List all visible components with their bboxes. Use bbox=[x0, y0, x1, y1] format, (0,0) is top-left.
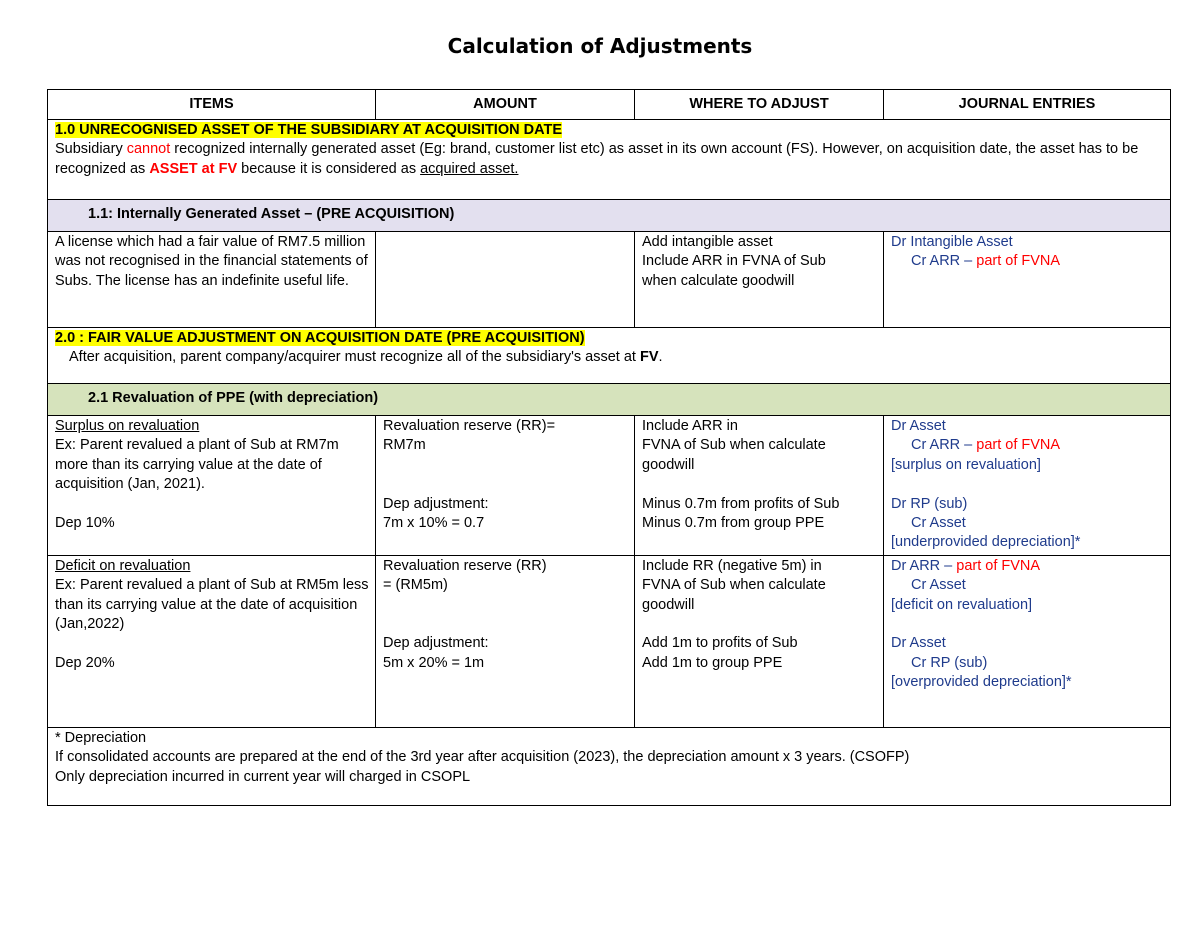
footnote-line-2: If consolidated accounts are prepared at the end of the 3rd year after acquisition (2023), the depreciation amount x 3 years. (CSOFP) bbox=[55, 749, 910, 766]
surplus-desc: Ex: Parent revalued a plant of Sub at RM7m more than its carrying value at the date of acquisition (Jan, 2021). bbox=[55, 437, 339, 493]
deficit-journal-dr-arr: Dr ARR – bbox=[891, 557, 957, 574]
deficit-amount-line-1: Revaluation reserve (RR) bbox=[383, 557, 547, 574]
surplus-where-line-2: FVNA of Sub when calculate bbox=[642, 437, 826, 454]
surplus-journal-cr-arr: Cr ARR – bbox=[911, 437, 977, 454]
license-where bbox=[635, 232, 884, 328]
surplus-dep: Dep 10% bbox=[55, 515, 115, 532]
deficit-where-line-4: Add 1m to profits of Sub bbox=[642, 635, 798, 652]
header-where-to-adjust: WHERE TO ADJUST bbox=[635, 90, 884, 120]
deficit-where-line-1: Include RR (negative 5m) in bbox=[642, 557, 822, 574]
deficit-journal-cr-asset: Cr Asset bbox=[911, 577, 966, 594]
deficit-row bbox=[48, 555, 1171, 727]
surplus-journal-dr-rp: Dr RP (sub) bbox=[891, 495, 968, 512]
surplus-journal bbox=[884, 416, 1171, 556]
surplus-item bbox=[48, 416, 376, 556]
header-items: ITEMS bbox=[48, 90, 376, 120]
section-1-text-acquired: acquired asset. bbox=[420, 160, 519, 177]
footnote-row bbox=[48, 727, 1171, 805]
subsection-2-1-heading: 2.1 Revaluation of PPE (with depreciation) bbox=[48, 384, 1171, 416]
surplus-amount-line-3: Dep adjustment: bbox=[383, 495, 489, 512]
section-1-text bbox=[55, 141, 1138, 176]
license-where-line-2: Include ARR in FVNA of Sub bbox=[642, 253, 826, 270]
deficit-where bbox=[635, 555, 884, 727]
deficit-journal-dep-label: [overprovided depreciation]* bbox=[891, 674, 1072, 691]
deficit-journal-cr-rp: Cr RP (sub) bbox=[911, 654, 988, 671]
deficit-title: Deficit on revaluation bbox=[55, 557, 191, 574]
deficit-desc: Ex: Parent revalued a plant of Sub at RM5m less than its carrying value at the date of acquisition (Jan,2022) bbox=[55, 577, 369, 633]
section-2-heading: 2.0 : FAIR VALUE ADJUSTMENT ON ACQUISITION DATE (PRE ACQUISITION) bbox=[55, 330, 585, 346]
surplus-where bbox=[635, 416, 884, 556]
deficit-amount bbox=[376, 555, 635, 727]
section-1-text-a: Subsidiary bbox=[55, 141, 127, 158]
license-where-line-1: Add intangible asset bbox=[642, 234, 773, 250]
section-2-text-b: . bbox=[658, 349, 663, 366]
section-1-text-asset-fv: ASSET at FV bbox=[149, 160, 238, 177]
surplus-amount-line-4: 7m x 10% = 0.7 bbox=[383, 515, 485, 531]
surplus-journal-dr-asset: Dr Asset bbox=[891, 418, 946, 434]
subsection-2-1-row bbox=[48, 384, 1171, 416]
section-1-row bbox=[48, 120, 1171, 200]
deficit-journal bbox=[884, 555, 1171, 727]
surplus-amount-line-2: RM7m bbox=[383, 437, 426, 454]
section-2-text bbox=[55, 349, 663, 365]
license-where-line-3: when calculate goodwill bbox=[642, 272, 795, 289]
surplus-journal-label: [surplus on revaluation] bbox=[891, 456, 1041, 473]
header-journal-entries: JOURNAL ENTRIES bbox=[884, 90, 1171, 120]
section-1-heading: 1.0 UNRECOGNISED ASSET OF THE SUBSIDIARY AT ACQUISITION DATE bbox=[55, 122, 563, 138]
section-2-row bbox=[48, 328, 1171, 384]
surplus-where-line-3: goodwill bbox=[642, 456, 695, 473]
deficit-dep: Dep 20% bbox=[55, 654, 115, 671]
surplus-amount-line-1: Revaluation reserve (RR)= bbox=[383, 418, 556, 434]
deficit-amount-line-3: Dep adjustment: bbox=[383, 635, 489, 652]
subsection-1-1-row bbox=[48, 200, 1171, 232]
section-2-text-a: After acquisition, parent company/acquirer must recognize all of the subsidiary's asset at bbox=[69, 349, 640, 366]
deficit-journal-dr-asset: Dr Asset bbox=[891, 635, 946, 652]
section-1-text-cannot: cannot bbox=[126, 141, 171, 158]
surplus-where-line-1: Include ARR in bbox=[642, 418, 738, 434]
header-amount: AMOUNT bbox=[376, 90, 635, 120]
surplus-where-line-4: Minus 0.7m from profits of Sub bbox=[642, 495, 840, 512]
license-journal-cr-note: part of FVNA bbox=[976, 253, 1061, 270]
deficit-amount-line-2: = (RM5m) bbox=[383, 577, 448, 594]
license-amount bbox=[376, 232, 635, 328]
surplus-amount bbox=[376, 416, 635, 556]
surplus-title: Surplus on revaluation bbox=[55, 418, 200, 434]
deficit-journal-dr-note: part of FVNA bbox=[956, 557, 1041, 574]
section-1-text-c: because it is considered as bbox=[237, 160, 421, 177]
license-journal-dr: Dr Intangible Asset bbox=[891, 234, 1013, 250]
footnote-line-1: * Depreciation bbox=[55, 729, 147, 746]
surplus-journal-cr-asset: Cr Asset bbox=[911, 515, 966, 532]
license-item: A license which had a fair value of RM7.5 million was not recognised in the financial statements of Subs. The license has an indefinite useful life. bbox=[48, 232, 376, 328]
table-header-row bbox=[48, 90, 1171, 120]
license-journal-cr: Cr ARR – bbox=[911, 253, 977, 270]
deficit-item bbox=[48, 555, 376, 727]
surplus-where-line-5: Minus 0.7m from group PPE bbox=[642, 515, 825, 532]
license-row bbox=[48, 232, 1171, 328]
deficit-journal-label: [deficit on revaluation] bbox=[891, 596, 1033, 613]
surplus-journal-dep-label: [underprovided depreciation]* bbox=[891, 534, 1081, 551]
page-title: Calculation of Adjustments bbox=[447, 34, 753, 58]
deficit-where-line-5: Add 1m to group PPE bbox=[642, 654, 783, 671]
deficit-where-line-2: FVNA of Sub when calculate bbox=[642, 577, 826, 594]
deficit-where-line-3: goodwill bbox=[642, 596, 695, 613]
adjustments-table bbox=[47, 89, 1171, 806]
footnote bbox=[48, 727, 1171, 805]
subsection-1-1-heading: 1.1: Internally Generated Asset – (PRE ACQUISITION) bbox=[48, 200, 1171, 232]
section-2-text-fv: FV bbox=[639, 349, 659, 366]
footnote-line-3: Only depreciation incurred in current year will charged in CSOPL bbox=[55, 768, 471, 785]
section-1-text-b: recognized internally generated asset (Eg: brand, customer list etc) as asset in its own account (FS). However, on acquisition date, the asset has to be recognized as bbox=[55, 141, 1139, 177]
deficit-amount-line-4: 5m x 20% = 1m bbox=[383, 654, 485, 671]
surplus-row bbox=[48, 416, 1171, 556]
license-journal bbox=[884, 232, 1171, 328]
surplus-journal-cr-note: part of FVNA bbox=[976, 437, 1061, 454]
